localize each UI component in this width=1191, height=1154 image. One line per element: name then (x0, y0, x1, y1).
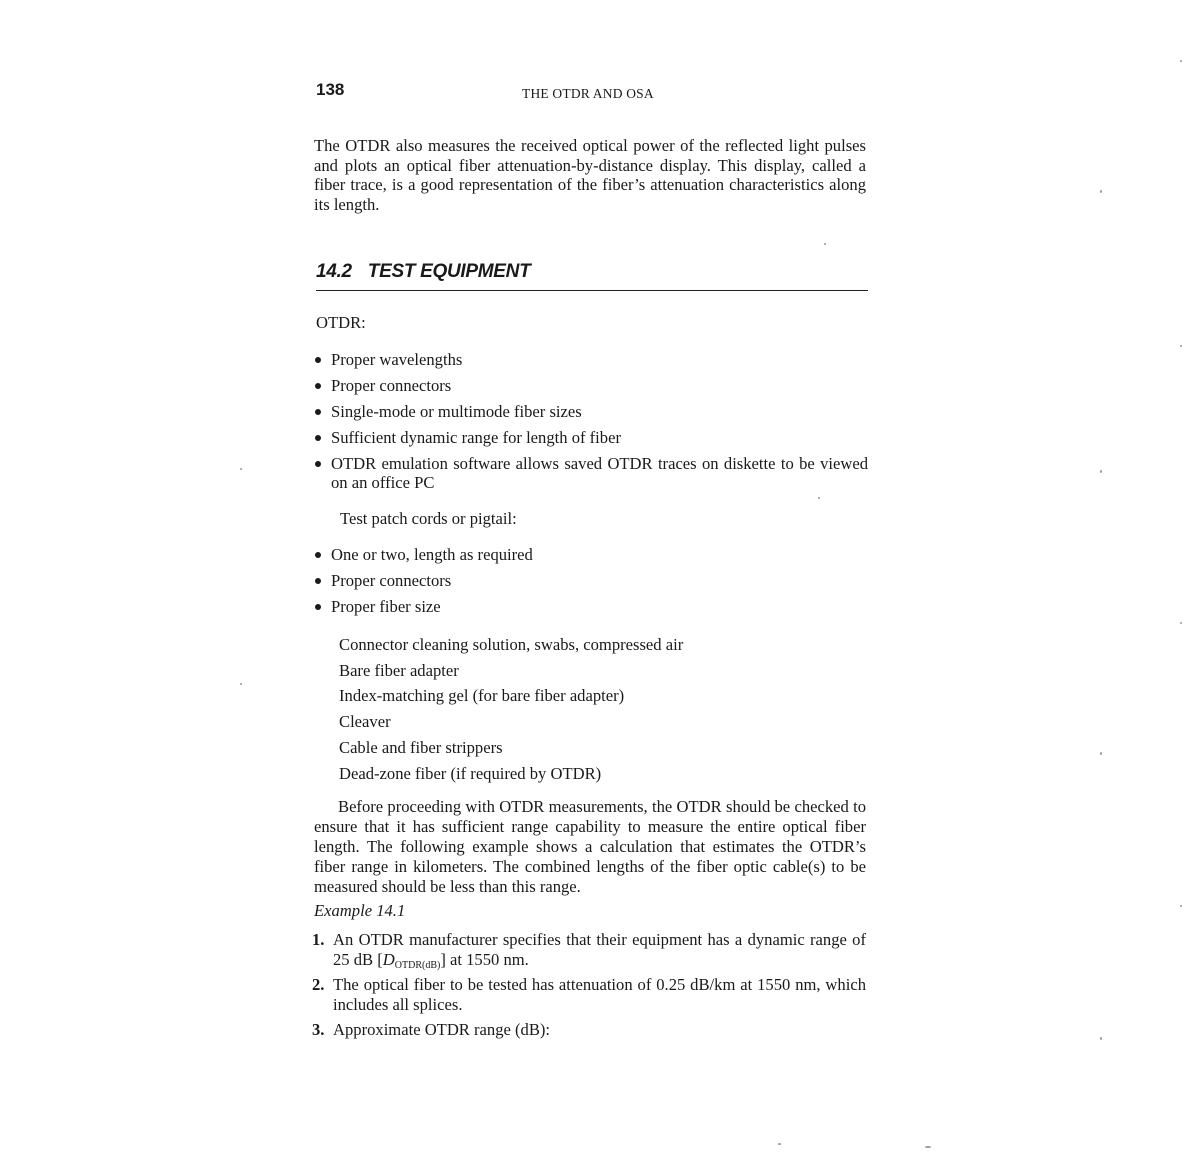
supply-item: Cleaver (339, 712, 391, 732)
supplies-list (339, 632, 683, 786)
section-number: 14.2 (316, 261, 352, 282)
supply-item: Dead-zone fiber (if required by OTDR) (339, 763, 602, 783)
supply-item: Cable and fiber strippers (339, 737, 503, 757)
list-item: Proper connectors (314, 571, 868, 590)
patch-cords-label: Test patch cords or pigtail: (340, 509, 517, 528)
section-title: TEST EQUIPMENT (367, 261, 531, 282)
supply-item: Index-matching gel (for bare fiber adapter) (339, 686, 625, 706)
list-item: Proper fiber size (314, 597, 868, 616)
section-heading (316, 261, 868, 283)
list-item: Sufficient dynamic range for length of fiber (314, 428, 868, 447)
section-rule (316, 290, 868, 291)
otdr-requirements-list (314, 350, 868, 499)
step-item (312, 1020, 866, 1040)
list-item: Single-mode or multimode fiber sizes (314, 402, 868, 421)
patch-cords-list (314, 545, 868, 623)
step-number: 1. (312, 930, 325, 949)
list-item: Proper wavelengths (314, 350, 868, 369)
intro-paragraph: The OTDR also measures the received optical power of the reflected light pulses and plots an optical fiber attenuation-by-distance display. This display, called a fiber trace, is a good representation of the fiber’s attenuation characteristics along its length. (314, 136, 866, 214)
page-number: 138 (316, 80, 345, 99)
running-head: THE OTDR AND OSA (522, 86, 654, 101)
step-number: 2. (312, 975, 325, 994)
step-text-end: ] at 1550 nm. (440, 949, 529, 969)
supply-item: Bare fiber adapter (339, 660, 459, 680)
otdr-label: OTDR: (316, 313, 366, 332)
step-item (312, 975, 866, 1014)
variable: D (382, 949, 395, 969)
step-number: 3. (312, 1020, 325, 1039)
subscript: OTDR(dB) (394, 959, 441, 971)
list-item: OTDR emulation software allows saved OTDR traces on diskette to be viewed on an office PC (314, 454, 868, 492)
step-text: The optical fiber to be tested has attenuation of 0.25 dB/km at 1550 nm, which includes all splices. (333, 975, 866, 1014)
example-label: Example 14.1 (314, 901, 406, 920)
example-steps (312, 930, 866, 1046)
procedure-paragraph: Before proceeding with OTDR measurements, the OTDR should be checked to ensure that it has sufficient range capability to measure the entire optical fiber length. The following example shows a calculation that estimates the OTDR’s fiber range in kilometers. The combined lengths of the fiber optic cable(s) to be measured should be less than this range. (314, 797, 866, 896)
list-item: Proper connectors (314, 376, 868, 395)
step-item (312, 930, 866, 969)
supply-item: Connector cleaning solution, swabs, compressed air (339, 635, 684, 654)
list-item: One or two, length as required (314, 545, 868, 564)
step-text: Approximate OTDR range (dB): (333, 1020, 551, 1039)
step-text: An OTDR manufacturer specifies that their equipment has a dynamic range of 25 dB [ (333, 930, 866, 969)
